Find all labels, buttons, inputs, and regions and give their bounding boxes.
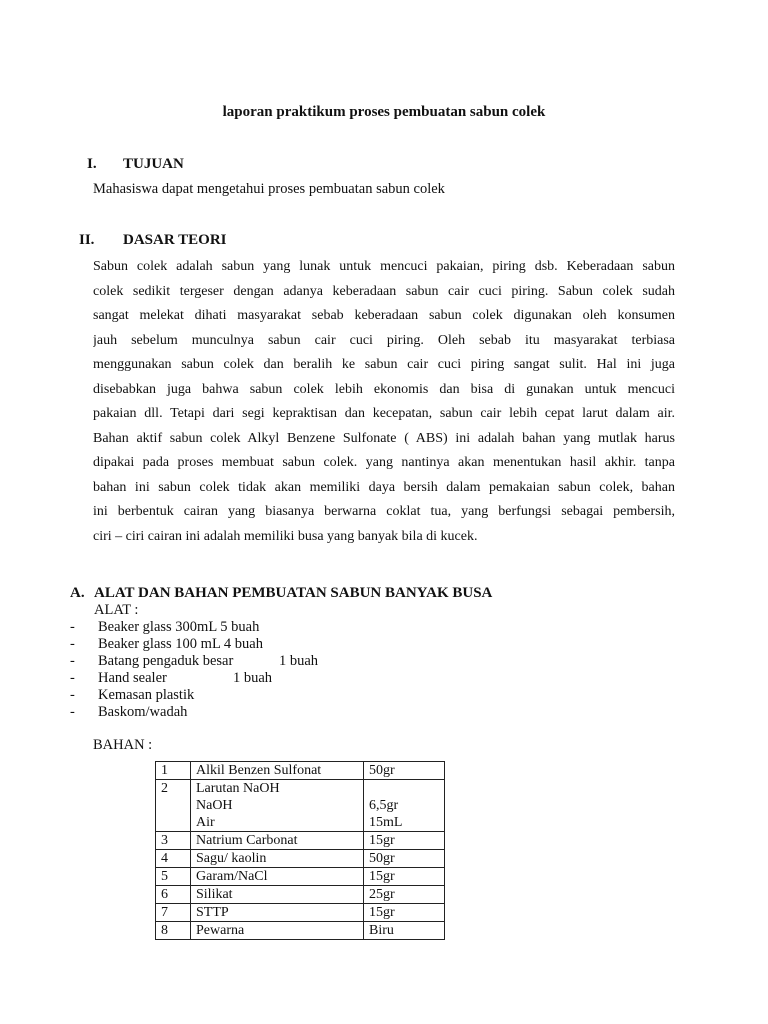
bahan-name: STTP xyxy=(196,905,229,920)
paragraph-line: dipakai pada proses membuat sabun colek. yang nantinya akan menentukan hasil akhir. tanpa xyxy=(93,455,675,470)
table-row xyxy=(156,868,445,886)
section-1-number: I. xyxy=(87,156,97,172)
bahan-amount: 25gr xyxy=(369,887,395,902)
bahan-name: Pewarna xyxy=(196,923,245,938)
bahan-label: BAHAN : xyxy=(93,737,153,753)
bahan-number: 2 xyxy=(156,780,191,832)
list-dash: - xyxy=(70,704,75,720)
paragraph-line: disebabkan juga bahwa sabun colek lebih ekonomis dan bisa di gunakan untuk mencuci xyxy=(93,381,675,397)
dasar-teori-paragraph xyxy=(93,255,675,549)
table-row xyxy=(156,850,445,868)
section-2-number: II. xyxy=(79,232,95,248)
bahan-amount-cell xyxy=(364,922,445,940)
paragraph-line: menggunakan sabun colek dan beralih ke sabun cair cuci piring sangat sulit. Hal ini juga xyxy=(93,357,675,372)
bahan-name-cell xyxy=(191,886,364,904)
list-dash: - xyxy=(70,670,75,686)
paragraph-line: bahan ini sabun colek tidak akan memiliki daya bersih dalam pemakaian sabun colek, bahan xyxy=(93,479,675,495)
list-dash: - xyxy=(70,619,75,635)
bahan-amount: 50gr xyxy=(369,763,395,778)
bahan-name-cell xyxy=(191,922,364,940)
bahan-name-cell xyxy=(191,832,364,850)
paragraph-line: ini berbentuk cairan yang biasanya berwarna coklat tua, yang berfungsi sebagai pembersih, xyxy=(93,504,675,519)
table-row xyxy=(156,762,445,780)
bahan-name-cell xyxy=(191,850,364,868)
bahan-amount: 15gr xyxy=(369,833,395,848)
alat-list xyxy=(0,619,768,721)
bahan-name: Natrium Carbonat xyxy=(196,833,298,848)
bahan-name-cell xyxy=(191,868,364,886)
alat-list-item xyxy=(0,670,768,687)
alat-item-name: Baskom/wadah xyxy=(98,704,188,720)
bahan-name-cell xyxy=(191,904,364,922)
alat-item-qty: 1 buah xyxy=(279,653,319,669)
alat-item-name: Hand sealer xyxy=(98,670,167,686)
alat-item-name: Kemasan plastik xyxy=(98,687,195,703)
alat-list-item xyxy=(0,653,768,670)
bahan-number: 8 xyxy=(156,922,191,940)
document-title: laporan praktikum proses pembuatan sabun colek xyxy=(222,104,546,120)
list-dash: - xyxy=(70,687,75,703)
alat-item-name: Batang pengaduk besar xyxy=(98,653,234,669)
table-row xyxy=(156,832,445,850)
bahan-name: Garam/NaCl xyxy=(196,869,268,884)
alat-list-item xyxy=(0,687,768,704)
bahan-number: 7 xyxy=(156,904,191,922)
bahan-amount xyxy=(369,780,439,797)
bahan-name: Sagu/ kaolin xyxy=(196,851,267,866)
bahan-amount: 15gr xyxy=(369,905,395,920)
paragraph-line: colek sedikit tergeser dengan adanya keberadaan sabun cair cuci piring. Sabun colek sudah xyxy=(93,283,675,299)
alat-item-name: Beaker glass 300mL 5 buah xyxy=(98,619,260,635)
paragraph-line: Bahan aktif sabun colek Alkyl Benzene Sulfonate ( ABS) ini adalah bahan yang mutlak harus xyxy=(93,430,675,446)
bahan-amount: 15mL xyxy=(369,815,403,830)
bahan-number: 6 xyxy=(156,886,191,904)
bahan-name: Larutan NaOH xyxy=(196,781,280,796)
bahan-amount: 6,5gr xyxy=(369,798,399,813)
bahan-amount-cell xyxy=(364,762,445,780)
section-2-heading: DASAR TEORI xyxy=(123,232,227,248)
bahan-name: NaOH xyxy=(196,798,233,813)
bahan-name: Silikat xyxy=(196,887,233,902)
alat-list-item xyxy=(0,619,768,636)
bahan-number: 1 xyxy=(156,762,191,780)
bahan-amount: 50gr xyxy=(369,851,395,866)
table-row xyxy=(156,922,445,940)
section-1-text: Mahasiswa dapat mengetahui proses pembuatan sabun colek xyxy=(93,181,445,197)
alat-label: ALAT : xyxy=(94,602,139,618)
section-a-number: A. xyxy=(70,585,85,601)
bahan-number: 3 xyxy=(156,832,191,850)
list-dash: - xyxy=(70,653,75,669)
paragraph-line: pakaian dll. Tetapi dari segi kepraktisan dan kecepatan, sabun cair lebih cepat larut dalam air. xyxy=(93,406,675,421)
section-a-heading: ALAT DAN BAHAN PEMBUATAN SABUN BANYAK BUSA xyxy=(94,585,493,601)
bahan-name-cell xyxy=(191,762,364,780)
list-dash: - xyxy=(70,636,75,652)
table-row xyxy=(156,904,445,922)
table-row xyxy=(156,780,445,832)
paragraph-line: sangat melekat dihati masyarakat sebab keberadaan sabun colek digunakan oleh konsumen xyxy=(93,308,675,323)
bahan-amount-cell xyxy=(364,832,445,850)
bahan-amount-cell xyxy=(364,850,445,868)
bahan-name: Air xyxy=(196,815,215,830)
alat-item-qty: 1 buah xyxy=(233,670,273,686)
bahan-number: 5 xyxy=(156,868,191,886)
alat-list-item xyxy=(0,704,768,721)
bahan-number: 4 xyxy=(156,850,191,868)
bahan-name-cell xyxy=(191,780,364,832)
paragraph-line: ciri – ciri cairan ini adalah memiliki busa yang banyak bila di kucek. xyxy=(93,528,478,544)
table-row xyxy=(156,886,445,904)
bahan-amount: 15gr xyxy=(369,869,395,884)
paragraph-line: jauh sebelum munculnya sabun cair cuci piring. Oleh sebab itu masyarakat terbiasa xyxy=(93,332,675,348)
paragraph-line: Sabun colek adalah sabun yang lunak untuk mencuci pakaian, piring dsb. Keberadaan sabun xyxy=(93,259,675,274)
bahan-table xyxy=(155,761,445,940)
bahan-amount-cell xyxy=(364,904,445,922)
section-1-heading: TUJUAN xyxy=(123,156,184,172)
bahan-amount-cell xyxy=(364,868,445,886)
alat-item-name: Beaker glass 100 mL 4 buah xyxy=(98,636,263,652)
bahan-amount-cell xyxy=(364,886,445,904)
alat-list-item xyxy=(0,636,768,653)
bahan-amount: Biru xyxy=(369,923,394,938)
bahan-name: Alkil Benzen Sulfonat xyxy=(196,763,322,778)
bahan-amount-cell xyxy=(364,780,445,832)
